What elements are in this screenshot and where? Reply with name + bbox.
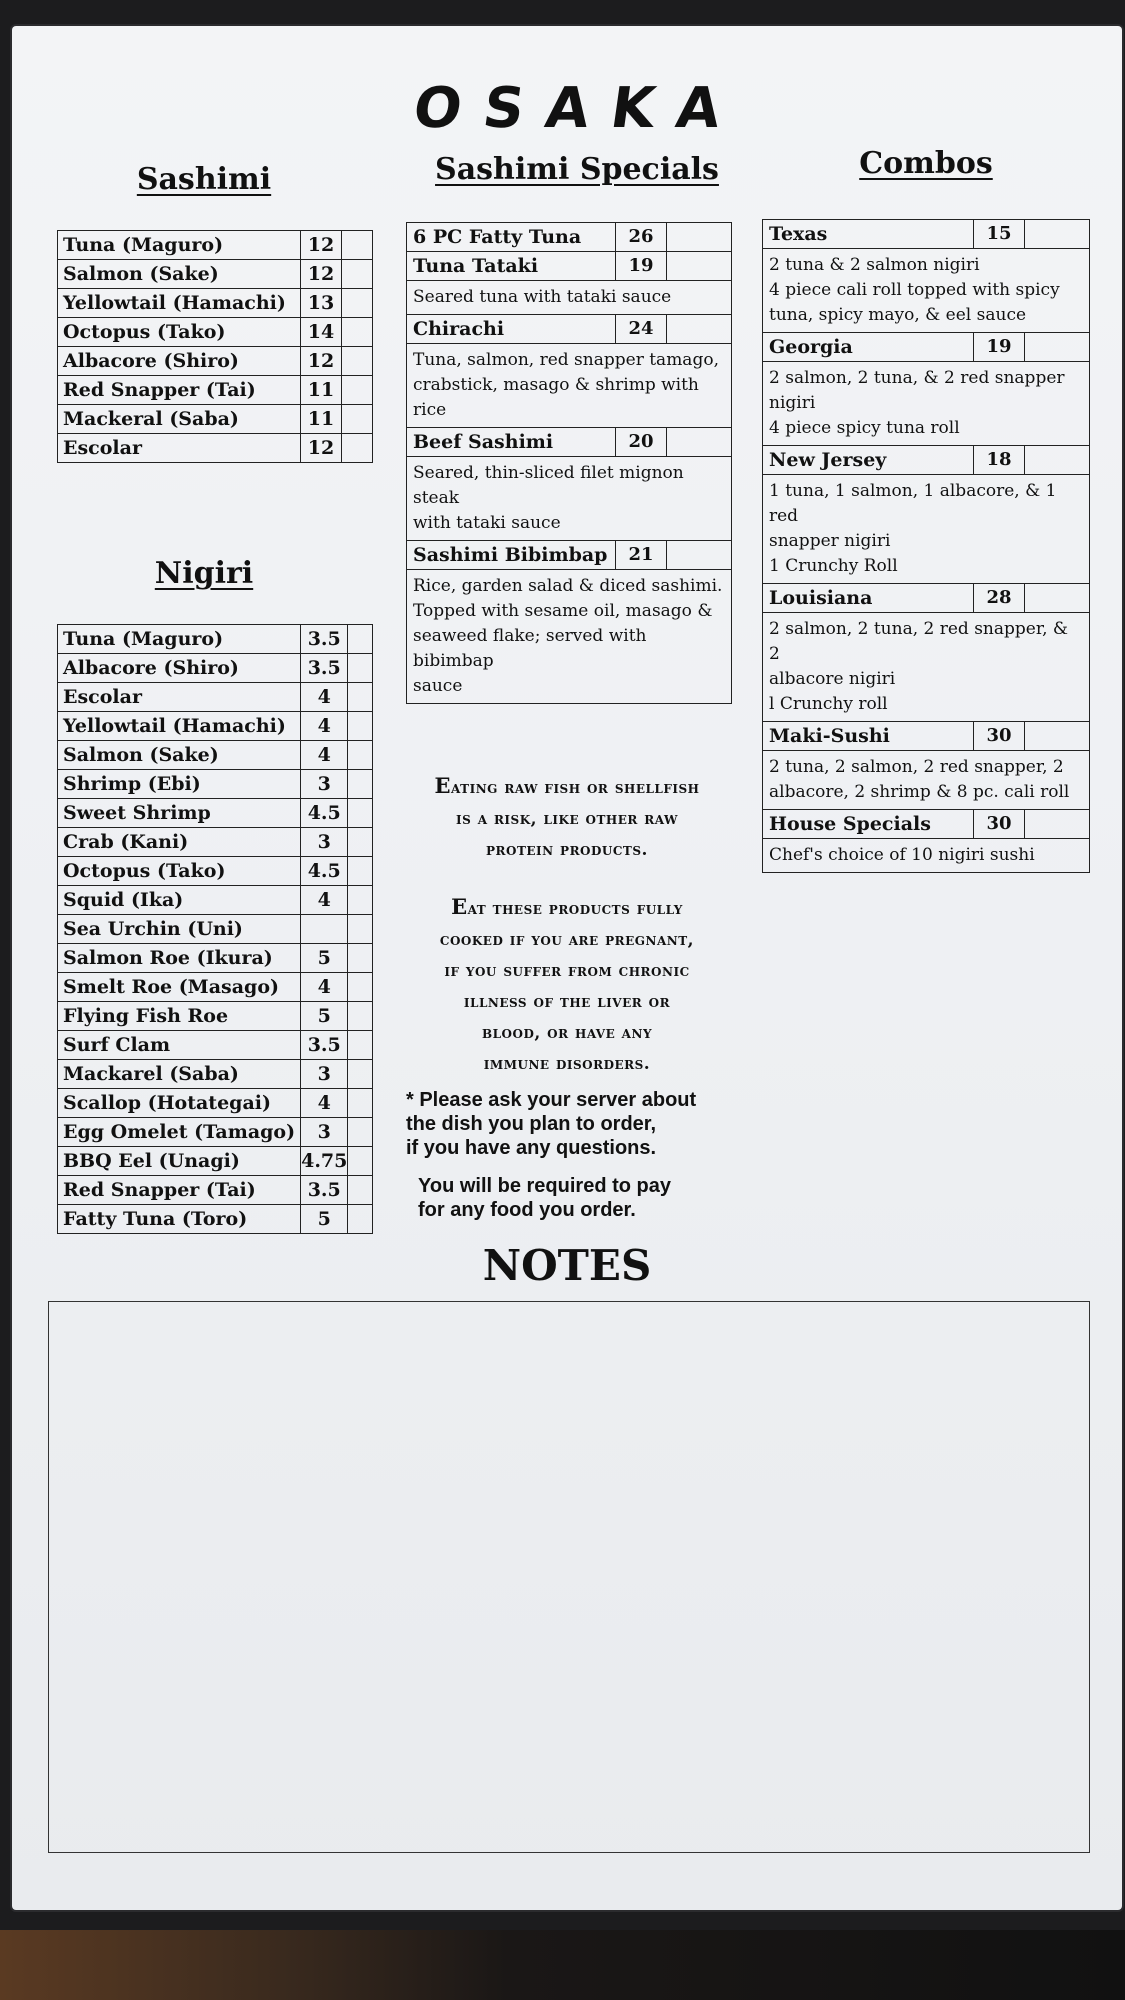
nigiri-item-price: 3	[301, 1060, 348, 1089]
combos-item-price: 15	[974, 220, 1025, 248]
specials-item-description	[407, 570, 731, 703]
specials-description-line: rice	[413, 400, 447, 420]
nigiri-item-qty-box	[348, 944, 373, 973]
nigiri-row	[58, 944, 373, 973]
combos-description-line: l Crunchy roll	[769, 694, 888, 714]
specials-item-qty-box	[667, 252, 731, 280]
specials-item-description	[407, 457, 731, 541]
nigiri-item-price: 4.5	[301, 857, 348, 886]
payment-note	[418, 1174, 671, 1222]
sashimi-item-name: Salmon (Sake)	[58, 260, 301, 289]
notes-title: NOTES	[482, 1241, 652, 1290]
sashimi-item-qty-box	[342, 347, 373, 376]
sashimi-item-name: Tuna (Maguro)	[58, 231, 301, 260]
combos-item-qty-box	[1025, 220, 1089, 248]
specials-item-name: Tuna Tataki	[407, 252, 616, 280]
sashimi-item-name: Escolar	[58, 434, 301, 463]
specials-item-row	[407, 541, 731, 570]
nigiri-item-qty-box	[348, 1205, 373, 1234]
combos-item-row	[763, 446, 1089, 475]
nigiri-item-name: Smelt Roe (Masago)	[58, 973, 301, 1002]
combos-description-line: nigiri	[769, 393, 816, 413]
nigiri-item-price	[301, 915, 348, 944]
nigiri-row	[58, 915, 373, 944]
sashimi-item-name: Red Snapper (Tai)	[58, 376, 301, 405]
text-line: Eat these products fully	[451, 894, 683, 919]
sashimi-item-price: 13	[301, 289, 342, 318]
sashimi-item-name: Albacore (Shiro)	[58, 347, 301, 376]
specials-description-line: seaweed flake; served with bibimbap	[413, 626, 647, 671]
combos-item-qty-box	[1025, 722, 1089, 750]
nigiri-item-qty-box	[348, 1118, 373, 1147]
specials-item-name: Sashimi Bibimbap	[407, 541, 616, 569]
nigiri-row	[58, 1060, 373, 1089]
combos-item-qty-box	[1025, 446, 1089, 474]
combos-item-description	[763, 839, 1089, 872]
specials-description-line: Seared, thin-sliced filet mignon steak	[413, 463, 684, 508]
sashimi-item-qty-box	[342, 434, 373, 463]
nigiri-item-qty-box	[348, 1176, 373, 1205]
nigiri-item-price: 3	[301, 828, 348, 857]
sashimi-row	[58, 318, 373, 347]
specials-item-qty-box	[667, 223, 731, 251]
nigiri-item-name: Flying Fish Roe	[58, 1002, 301, 1031]
text-line: * Please ask your server about	[406, 1089, 697, 1111]
nigiri-item-price: 3.5	[301, 1176, 348, 1205]
nigiri-item-price: 4	[301, 741, 348, 770]
sashimi-item-qty-box	[342, 231, 373, 260]
nigiri-item-qty-box	[348, 828, 373, 857]
nigiri-item-name: BBQ Eel (Unagi)	[58, 1147, 301, 1176]
specials-item-price: 26	[616, 223, 667, 251]
sashimi-item-price: 11	[301, 405, 342, 434]
sashimi-item-name: Mackeral (Saba)	[58, 405, 301, 434]
text-line: the dish you plan to order,	[406, 1113, 657, 1135]
specials-item-description	[407, 281, 731, 315]
nigiri-item-name: Fatty Tuna (Toro)	[58, 1205, 301, 1234]
combos-item-description	[763, 249, 1089, 333]
nigiri-row	[58, 1176, 373, 1205]
nigiri-item-name: Sea Urchin (Uni)	[58, 915, 301, 944]
sashimi-row	[58, 405, 373, 434]
text-line: if you suffer from chronic	[444, 961, 690, 981]
nigiri-item-name: Octopus (Tako)	[58, 857, 301, 886]
sashimi-item-price: 14	[301, 318, 342, 347]
sashimi-item-price: 12	[301, 347, 342, 376]
specials-item-row	[407, 428, 731, 457]
sashimi-row	[58, 376, 373, 405]
nigiri-item-qty-box	[348, 1089, 373, 1118]
nigiri-item-name: Albacore (Shiro)	[58, 654, 301, 683]
nigiri-item-qty-box	[348, 625, 373, 654]
text-line: illness of the liver or	[463, 992, 671, 1012]
combos-item-price: 30	[974, 810, 1025, 838]
nigiri-table	[57, 624, 373, 1234]
nigiri-heading: Nigiri	[154, 556, 254, 591]
combos-heading: Combos	[859, 146, 993, 181]
specials-item-qty-box	[667, 428, 731, 456]
text-line: Eating raw fish or shellfish	[434, 773, 700, 798]
nigiri-row	[58, 886, 373, 915]
combos-item-price: 28	[974, 584, 1025, 612]
sashimi-row	[58, 289, 373, 318]
combos-item-row	[763, 220, 1089, 249]
combos-description-line: 1 tuna, 1 salmon, 1 albacore, & 1 red	[769, 481, 1057, 526]
specials-item-name: Chirachi	[407, 315, 616, 343]
nigiri-item-name: Egg Omelet (Tamago)	[58, 1118, 301, 1147]
nigiri-item-name: Surf Clam	[58, 1031, 301, 1060]
combos-description-line: 2 salmon, 2 tuna, & 2 red snapper	[769, 368, 1065, 388]
combos-description-line: albacore nigiri	[769, 669, 896, 689]
nigiri-item-price: 3	[301, 770, 348, 799]
nigiri-item-price: 4	[301, 683, 348, 712]
pregnancy-warning	[382, 891, 752, 1080]
specials-description-line: Tuna, salmon, red snapper tamago,	[413, 350, 719, 370]
specials-item-qty-box	[667, 541, 731, 569]
combos-item-name: Maki-Sushi	[763, 722, 974, 750]
combos-item-row	[763, 810, 1089, 839]
combos-item-row	[763, 722, 1089, 751]
sashimi-item-name: Octopus (Tako)	[58, 318, 301, 347]
nigiri-row	[58, 857, 373, 886]
notes-area[interactable]	[48, 1301, 1090, 1853]
combos-description-line: 4 piece spicy tuna roll	[769, 418, 960, 438]
text-line: immune disorders.	[483, 1054, 651, 1074]
combos-item-description	[763, 362, 1089, 446]
combos-description-line: snapper nigiri	[769, 531, 891, 551]
sashimi-row	[58, 434, 373, 463]
nigiri-item-price: 4	[301, 886, 348, 915]
combos-item-description	[763, 751, 1089, 810]
nigiri-row	[58, 1002, 373, 1031]
specials-description-line: sauce	[413, 676, 463, 696]
specials-item-price: 19	[616, 252, 667, 280]
text-line: for any food you order.	[418, 1199, 636, 1221]
specials-description-line: Topped with sesame oil, masago &	[413, 601, 713, 621]
combos-item-name: House Specials	[763, 810, 974, 838]
nigiri-item-price: 4	[301, 973, 348, 1002]
specials-item-description	[407, 344, 731, 428]
combos-item-qty-box	[1025, 584, 1089, 612]
nigiri-item-qty-box	[348, 857, 373, 886]
combos-item-price: 30	[974, 722, 1025, 750]
text-line: blood, or have any	[481, 1023, 653, 1043]
nigiri-item-name: Scallop (Hotategai)	[58, 1089, 301, 1118]
combos-item-name: Texas	[763, 220, 974, 248]
nigiri-item-price: 3	[301, 1118, 348, 1147]
nigiri-item-name: Sweet Shrimp	[58, 799, 301, 828]
specials-item-price: 20	[616, 428, 667, 456]
nigiri-item-name: Escolar	[58, 683, 301, 712]
nigiri-item-price: 5	[301, 944, 348, 973]
nigiri-item-name: Red Snapper (Tai)	[58, 1176, 301, 1205]
nigiri-item-name: Shrimp (Ebi)	[58, 770, 301, 799]
text-line: You will be required to pay	[418, 1175, 671, 1197]
combos-item-qty-box	[1025, 810, 1089, 838]
sashimi-item-qty-box	[342, 405, 373, 434]
nigiri-item-name: Salmon Roe (Ikura)	[58, 944, 301, 973]
nigiri-item-name: Squid (Ika)	[58, 886, 301, 915]
nigiri-row	[58, 1031, 373, 1060]
combos-item-price: 19	[974, 333, 1025, 361]
nigiri-row	[58, 828, 373, 857]
text-line: cooked if you are pregnant,	[439, 930, 695, 950]
nigiri-row	[58, 654, 373, 683]
combos-item-name: Louisiana	[763, 584, 974, 612]
specials-description-line: Rice, garden salad & diced sashimi.	[413, 576, 723, 596]
text-line: is a risk, like other raw	[456, 809, 678, 829]
nigiri-row	[58, 625, 373, 654]
combos-item-qty-box	[1025, 333, 1089, 361]
nigiri-item-qty-box	[348, 973, 373, 1002]
nigiri-row	[58, 683, 373, 712]
raw-food-warning	[382, 770, 752, 866]
nigiri-item-qty-box	[348, 1002, 373, 1031]
nigiri-row	[58, 1118, 373, 1147]
sashimi-item-price: 12	[301, 434, 342, 463]
nigiri-item-name: Yellowtail (Hamachi)	[58, 712, 301, 741]
specials-box	[406, 222, 732, 704]
combos-item-description	[763, 475, 1089, 584]
sashimi-row	[58, 347, 373, 376]
specials-description-line: with tataki sauce	[413, 513, 561, 533]
sashimi-row	[58, 260, 373, 289]
specials-item-row	[407, 315, 731, 344]
specials-item-price: 21	[616, 541, 667, 569]
combos-item-name: New Jersey	[763, 446, 974, 474]
nigiri-item-qty-box	[348, 712, 373, 741]
nigiri-row	[58, 712, 373, 741]
specials-item-name: Beef Sashimi	[407, 428, 616, 456]
nigiri-item-price: 4	[301, 712, 348, 741]
sashimi-item-qty-box	[342, 376, 373, 405]
combos-item-row	[763, 333, 1089, 362]
combos-description-line: albacore, 2 shrimp & 8 pc. cali roll	[769, 782, 1070, 802]
nigiri-row	[58, 741, 373, 770]
nigiri-item-qty-box	[348, 654, 373, 683]
nigiri-item-price: 3.5	[301, 1031, 348, 1060]
nigiri-row	[58, 799, 373, 828]
nigiri-item-qty-box	[348, 741, 373, 770]
nigiri-item-name: Mackarel (Saba)	[58, 1060, 301, 1089]
combos-description-line: 4 piece cali roll topped with spicy	[769, 280, 1060, 300]
nigiri-row	[58, 1147, 373, 1176]
nigiri-row	[58, 1205, 373, 1234]
combos-description-line: 2 tuna, 2 salmon, 2 red snapper, 2	[769, 757, 1064, 777]
nigiri-item-price: 3.5	[301, 625, 348, 654]
specials-item-row	[407, 252, 731, 281]
sashimi-item-price: 11	[301, 376, 342, 405]
nigiri-item-qty-box	[348, 770, 373, 799]
combos-description-line: 2 tuna & 2 salmon nigiri	[769, 255, 980, 275]
server-questions-note	[406, 1088, 696, 1160]
text-line: if you have any questions.	[406, 1137, 657, 1159]
sashimi-row	[58, 231, 373, 260]
sashimi-item-price: 12	[301, 231, 342, 260]
sashimi-item-qty-box	[342, 260, 373, 289]
table-surface	[0, 1930, 1125, 2000]
nigiri-item-qty-box	[348, 915, 373, 944]
nigiri-item-qty-box	[348, 1147, 373, 1176]
nigiri-item-qty-box	[348, 886, 373, 915]
restaurant-name: OSAKA	[409, 76, 747, 141]
text-line: protein products.	[486, 840, 648, 860]
combos-description-line: 2 salmon, 2 tuna, 2 red snapper, & 2	[769, 619, 1069, 664]
nigiri-item-price: 4	[301, 1089, 348, 1118]
nigiri-item-price: 4.75	[301, 1147, 348, 1176]
nigiri-item-name: Tuna (Maguro)	[58, 625, 301, 654]
restaurant-logo	[12, 76, 1122, 141]
combos-description-line: Chef's choice of 10 nigiri sushi	[769, 845, 1035, 865]
sashimi-item-name: Yellowtail (Hamachi)	[58, 289, 301, 318]
nigiri-item-name: Crab (Kani)	[58, 828, 301, 857]
combos-item-name: Georgia	[763, 333, 974, 361]
nigiri-row	[58, 770, 373, 799]
menu-sheet	[12, 26, 1122, 1910]
nigiri-row	[58, 973, 373, 1002]
specials-heading: Sashimi Specials	[435, 152, 719, 187]
specials-item-name: 6 PC Fatty Tuna	[407, 223, 616, 251]
combos-item-price: 18	[974, 446, 1025, 474]
sashimi-item-price: 12	[301, 260, 342, 289]
specials-item-price: 24	[616, 315, 667, 343]
sashimi-item-qty-box	[342, 289, 373, 318]
combos-box	[762, 219, 1090, 873]
combos-description-line: 1 Crunchy Roll	[769, 556, 898, 576]
specials-item-row	[407, 223, 731, 252]
nigiri-item-qty-box	[348, 799, 373, 828]
specials-description-line: Seared tuna with tataki sauce	[413, 287, 672, 307]
nigiri-item-qty-box	[348, 1060, 373, 1089]
nigiri-item-name: Salmon (Sake)	[58, 741, 301, 770]
nigiri-item-price: 4.5	[301, 799, 348, 828]
nigiri-item-qty-box	[348, 1031, 373, 1060]
sashimi-table	[57, 230, 373, 463]
specials-item-qty-box	[667, 315, 731, 343]
combos-description-line: tuna, spicy mayo, & eel sauce	[769, 305, 1027, 325]
sashimi-item-qty-box	[342, 318, 373, 347]
combos-item-row	[763, 584, 1089, 613]
sashimi-heading: Sashimi	[136, 162, 272, 197]
nigiri-item-price: 5	[301, 1002, 348, 1031]
nigiri-item-qty-box	[348, 683, 373, 712]
combos-item-description	[763, 613, 1089, 722]
specials-description-line: crabstick, masago & shrimp with	[413, 375, 699, 395]
nigiri-item-price: 3.5	[301, 654, 348, 683]
nigiri-item-price: 5	[301, 1205, 348, 1234]
nigiri-row	[58, 1089, 373, 1118]
